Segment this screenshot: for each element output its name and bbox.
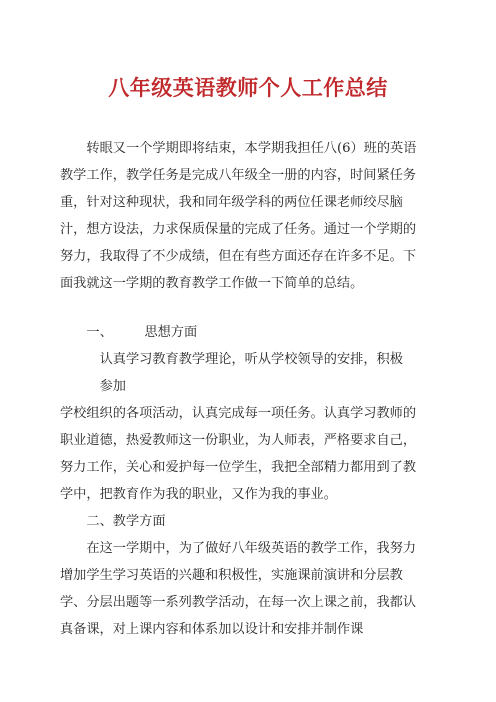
section-heading-thought — [60, 319, 450, 346]
section-heading-teaching: 二、教学方面 — [86, 514, 166, 529]
section-title: 思想方面 — [144, 325, 198, 340]
document-title: 八年级英语教师个人工作总结 — [108, 75, 388, 100]
section-number: 一、 — [86, 325, 113, 340]
intro-paragraph: 转眼又一个学期即将结束，本学期我担任八(6）班的英语教学工作，教学任务是完成八年级全一册的内容，时间紧任务重，针对这种现状，我和同年级学科的两位任课老师绞尽脑汁，想方设法，力求保质保量的完成了任务。通过一个学期的努力，我取得了不少成绩，但在有些方面还存在许多不足。下面我就这一学期的教育教学工作做一下简单的总结。 — [60, 141, 417, 291]
section1-lead-paragraph: 认真学习教育教学理论，听从学校领导的安排，积极参加 — [99, 352, 403, 394]
section2-body-paragraph: 在这一学期中，为了做好八年级英语的教学工作，我努力增加学生学习英语的兴趣和积极性，实施课前演讲和分层教学、分层出题等一系列教学活动，在每一次上课之前，我都认真备课，对上课内容和体系加以设计和安排并制作课 — [60, 541, 417, 637]
section1-body-paragraph: 学校组织的各项活动，认真完成每一项任务。认真学习教师的职业道德，热爱教师这一份职业，为人师表，严格要求自己，努力工作，关心和爱护每一位学生，我把全部精力都用到了教学中，把教育作为我的职业，又作为我的事业。 — [60, 406, 417, 502]
